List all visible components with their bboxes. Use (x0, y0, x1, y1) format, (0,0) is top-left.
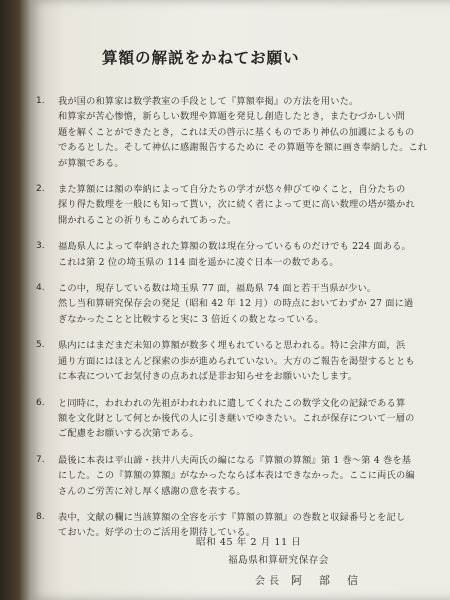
signature-name: 阿部信 (291, 574, 375, 587)
list-item (36, 281, 418, 327)
item-text-line: さんのご労苦に対し厚く感謝の意を表する。 (58, 485, 246, 497)
list-item (36, 239, 418, 270)
item-text-line: ぎなかったことと比較すると実に 3 倍近くの数となっている。 (58, 313, 324, 325)
list-item (36, 453, 418, 499)
item-number: 2. (36, 184, 45, 195)
item-text-line: と同時に，われわれの先祖がわれわれに遺してくれたこの数学文化の記録である算 (58, 397, 406, 409)
item-number: 3. (36, 241, 45, 252)
bleed-through-text (300, 14, 380, 38)
item-text-line: これは第 2 位の埼玉県の 114 面を遥かに凌ぐ日本一の数である。 (58, 256, 339, 268)
item-number: 6. (36, 397, 45, 408)
signature-organization: 福島県和算研究保存会 (228, 555, 330, 566)
numbered-list (36, 94, 428, 552)
page-title: 算額の解説をかねてお願い (102, 49, 300, 67)
item-number: 1. (36, 96, 45, 106)
item-text-line: 題を解くことができたとき，これは天の啓示に基くものであり神仏の加護によるもの (58, 126, 415, 138)
list-item (36, 94, 428, 171)
item-text-line: この中，現存している数は埼玉県 77 面，福島県 74 面と若干当県が少い。 (58, 283, 377, 295)
item-text-line: 県内にはまだまだ未知の算額が数多く埋もれていると思われる。特に会津方面，浜 (58, 340, 406, 352)
item-text-line: 我が国の和算家は数学教室の手段として『算額奉掲』の方法を用いた。 (58, 96, 359, 107)
list-item (36, 182, 418, 228)
list-item (36, 396, 418, 442)
item-text-line: にした。この『算額の算額』がなかったならば本表はできなかった。ここに両氏の編 (58, 470, 415, 482)
item-text-line: が算額である。 (58, 157, 124, 169)
item-text-line: 福島県人によって奉納された算額の数は現在分っているものだけでも 224 面ある。 (58, 241, 411, 253)
item-number: 8. (36, 511, 45, 522)
item-number: 4. (36, 283, 45, 294)
book-spine (0, 0, 34, 600)
list-item (36, 338, 418, 384)
item-text-line: また算額には額の奉納によって自分たちの学才が悠々伸びてゆくこと，自分たちの (58, 184, 406, 196)
signature-role: 会長 (255, 576, 283, 587)
item-text-line: ておいた。好学の士のご活用を期待している。 (58, 527, 256, 539)
item-text-line: であるとした。そして神仏に感謝報告するために その算題等を額に画き奉納した。これ (58, 142, 428, 154)
item-text-line: 通り方面にはほとんど探索の歩が進められていない。大方のご報告を渇望するととも (58, 355, 415, 367)
item-number: 5. (36, 340, 45, 351)
item-text-line: 表中，文献の欄に当該算額の全容を示す『算額の算額』の巻数と収録番号とを記し (58, 511, 406, 523)
item-text-line: 額を文化財として何とか後代の人に引き継いでゆきたい。これが保存について一層の (58, 412, 415, 424)
item-text-line: 和算家が苦心惨憺，新らしい数理や算題を発見し創造したとき，またむづかしい問 (58, 111, 405, 123)
item-text-line: 探り得た数理を一般にも知って貰い，次に続く者によって更に高い数理の塔が築かれ (58, 199, 415, 211)
item-number: 7. (36, 454, 45, 465)
item-text-line: に本表についてお気付きの点あれば是非お知らせをお願いいたします。 (58, 371, 358, 383)
signature-president (255, 572, 375, 588)
item-text-line: 開かれることの祈りもこめられてあった。 (58, 214, 237, 226)
item-text-line: 最後に本表は平山諦・扶井八夫両氏の編になる『算額の算額』第 1 巻～第 4 巻を基 (58, 454, 412, 466)
signature-date: 昭和 45 年 2 月 11 日 (196, 537, 302, 548)
item-text-line: ご配慮をお願いする次第である。 (58, 428, 199, 440)
item-text-line: 然し当和算研究保存会の発足（昭和 42 年 12 月）の時点においてわずか 27 面に過 (58, 298, 414, 310)
